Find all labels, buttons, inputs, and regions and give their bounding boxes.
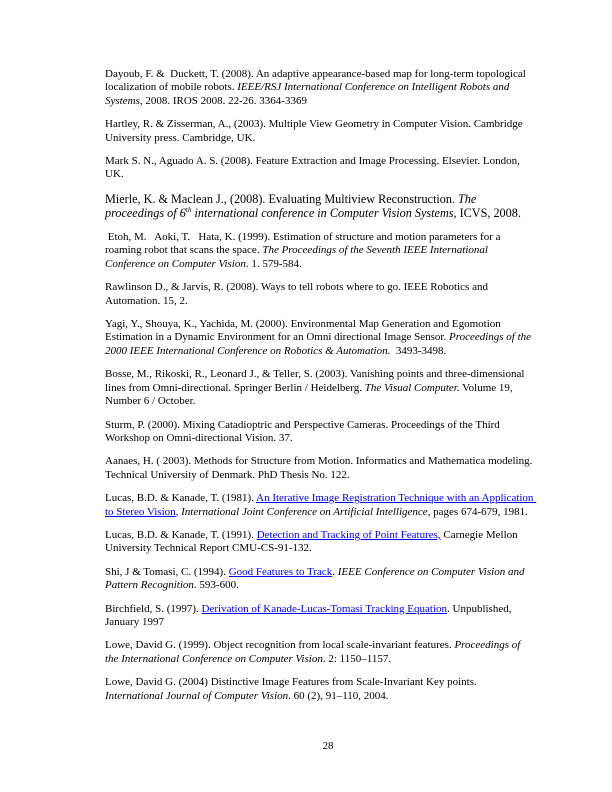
reference-text-segment: 3493-3498.: [390, 344, 447, 357]
reference-text-segment: . 2: 1150–1157.: [322, 652, 392, 665]
reference-text-segment: IEEE Conference on Computer Vision and Pattern Recognition: [105, 565, 528, 592]
reference-text-segment: The Visual Computer.: [364, 381, 460, 394]
reference-entry: [105, 318, 535, 358]
reference-entry: [105, 155, 535, 182]
reference-entry: [105, 368, 535, 408]
reference-text-segment: . Unpublished, January 1997: [105, 602, 515, 628]
reference-text-segment: , pages 674-679, 1981.: [427, 505, 528, 518]
references-list: [105, 68, 535, 713]
reference-text-segment: Carnegie Mellon University Technical Report CMU-CS-91-132.: [105, 528, 521, 555]
reference-entry: [105, 639, 535, 666]
reference-text-segment: . 593-600.: [193, 579, 239, 592]
reference-text-segment: th: [185, 205, 192, 215]
reference-entry: [105, 118, 535, 145]
reference-text-segment: Mark S. N., Aguado A. S. (2008). Feature Extraction and Image Processing. Elsevier. London, UK.: [105, 155, 523, 181]
reference-entry: [105, 492, 535, 519]
reference-text-segment: Sturm, P. (2000). Mixing Catadioptric and Perspective Cameras. Proceedings of the Third Workshop on Omni-directional Vision. 37.: [105, 418, 503, 444]
reference-text-segment: international conference in Computer Vision Systems: [191, 206, 454, 221]
reference-link[interactable]: An Iterative Image Registration Technique with an Application to Stereo Vision,: [105, 492, 537, 518]
reference-text-segment: Mierle, K. & Maclean J., (2008). Evaluating Multiview Reconstruction.: [105, 191, 459, 206]
page-number: 28: [322, 740, 334, 752]
reference-text-segment: .: [332, 565, 338, 578]
reference-text-segment: . 1. 579-584.: [245, 257, 302, 270]
reference-text-segment: Rawlinson D., & Jarvis, R. (2008). Ways to tell robots where to go. IEEE Robotics and Automation. 15, 2.: [105, 281, 491, 307]
reference-entry: [105, 231, 535, 271]
reference-text-segment: The Proceedings of the Seventh IEEE International Conference on Computer Vision: [105, 244, 491, 270]
reference-text-segment: Aanaes, H. ( 2003). Methods for Structure from Motion. Informatics and Mathematica modeling. Technical University of Denmark. PhD Thesis No. 122.: [105, 455, 535, 481]
reference-text-segment: International Joint Conference on Artificial Intelligence: [178, 505, 428, 518]
reference-text-segment: International Journal of Computer Vision: [105, 689, 289, 702]
reference-entry: [105, 68, 535, 108]
reference-text-segment: Lowe, David G. (2004) Distinctive Image Features from Scale-Invariant Key points.: [105, 676, 480, 689]
reference-entry: [105, 419, 535, 446]
reference-text-segment: Lucas, B.D. & Kanade, T. (1981).: [105, 492, 257, 505]
reference-entry: [105, 192, 535, 221]
reference-text-segment: . 60 (2), 91–110, 2004.: [288, 689, 389, 702]
reference-text-segment: Lowe, David G. (1999). Object recognition from local scale-invariant features.: [105, 639, 455, 652]
reference-link[interactable]: Good Features to Track: [228, 565, 333, 578]
reference-text-segment: Bosse, M., Rikoski, R., Leonard J., & Teller, S. (2003). Vanishing points and three-dimensional lines from Omni-directional. Springer Berlin / Heidelberg.: [105, 368, 528, 394]
reference-entry: [105, 676, 535, 703]
reference-text-segment: The proceedings of 6: [105, 191, 480, 221]
reference-text-segment: Shi, J & Tomasi, C. (1994).: [105, 565, 229, 578]
reference-text-segment: Lucas, B.D. & Kanade, T. (1991).: [105, 528, 257, 541]
reference-text-segment: , ICVS, 2008.: [453, 206, 521, 221]
reference-text-segment: Dayoub, F. & Duckett, T. (2008). An adaptive appearance-based map for long-term topological localization of mobile robots.: [105, 68, 529, 94]
reference-entry: [105, 566, 535, 593]
reference-text-segment: 2008. IROS 2008. 22-26. 3364-3369: [142, 94, 307, 107]
reference-text-segment: Hartley, R. & Zisserman, A., (2003). Multiple View Geometry in Computer Vision. Cambridge University press. Cambridge, UK.: [105, 118, 526, 144]
reference-text-segment: IEEE/RSJ International Conference on Intelligent Robots and Systems,: [105, 81, 513, 107]
reference-entry: [105, 603, 535, 630]
reference-link[interactable]: Detection and Tracking of Point Features,: [256, 528, 441, 541]
reference-link[interactable]: Derivation of Kanade-Lucas-Tomasi Tracking Equation: [201, 602, 447, 615]
reference-entry: [105, 529, 535, 556]
reference-text-segment: Etoh, M. Aoki, T. Hata, K. (1999). Estimation of structure and motion parameters for a roaming robot that scans the space.: [105, 231, 504, 257]
reference-text-segment: Proceedings of the International Conference on Computer Vision: [105, 639, 524, 665]
reference-text-segment: Proceedings of the 2000 IEEE International Conference on Robotics & Automation.: [105, 331, 534, 357]
reference-text-segment: Yagi, Y., Shouya, K., Yachida, M. (2000). Environmental Map Generation and Egomotion Estimation in a Dynamic Environment for an Omni directional Image Sensor.: [105, 318, 504, 344]
reference-entry: [105, 281, 535, 308]
reference-text-segment: Birchfield, S. (1997).: [105, 602, 202, 615]
reference-text-segment: Volume 19, Number 6 / October.: [105, 381, 516, 408]
reference-entry: [105, 455, 535, 482]
